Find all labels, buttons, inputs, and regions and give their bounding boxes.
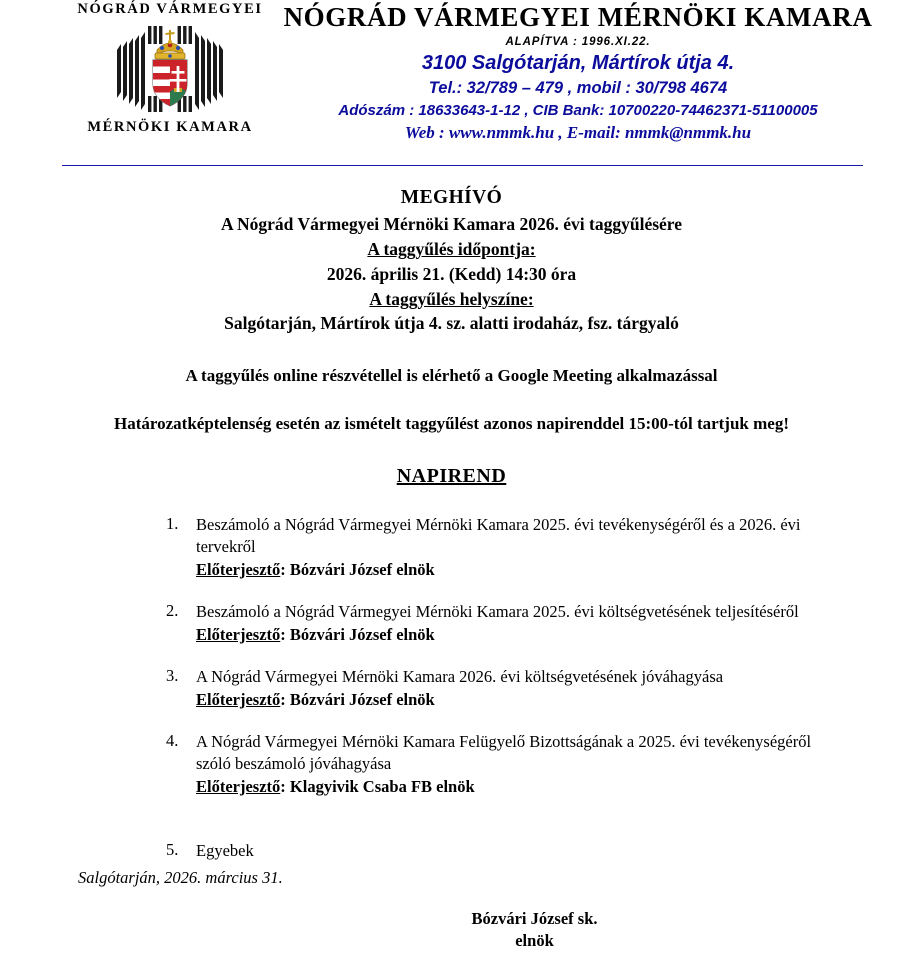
organization-details <box>278 0 878 143</box>
chamber-logo <box>62 2 278 136</box>
signatory-name: Bózvári József sk. <box>471 909 598 928</box>
presenter-name: : Bózvári József elnök <box>280 560 435 580</box>
document-body <box>0 186 903 882</box>
organization-phone: Tel.: 32/789 – 479 , mobil : 30/798 4674 <box>428 78 728 97</box>
agenda-item <box>0 601 903 646</box>
agenda-item-presenter <box>196 689 848 711</box>
quorum-note: Határozatképtelenség esetén az ismételt taggyűlést azonos napirenddel 15:00-tól tartjuk meg! <box>113 414 789 434</box>
place-and-date: Salgótarján, 2026. március 31. <box>78 868 283 887</box>
document-header <box>0 0 903 160</box>
meeting-place-value: Salgótarján, Mártírok útja 4. sz. alatti irodaház, fsz. tárgyaló <box>224 313 679 334</box>
agenda-item-number: 3. <box>166 666 179 685</box>
meeting-time-value: 2026. április 21. (Kedd) 14:30 óra <box>326 263 577 284</box>
logo-caption-bottom: MÉRNÖKI KAMARA <box>87 118 253 135</box>
presenter-name: : Bózvári József elnök <box>280 689 435 709</box>
meeting-time-label: A taggyűlés időpontja: <box>367 239 536 260</box>
agenda-item-text: Egyebek <box>196 840 254 860</box>
hungarian-coat-of-arms-icon <box>62 20 278 118</box>
logo-caption-top: NÓGRÁD VÁRMEGYEI <box>77 1 263 17</box>
presenter-name: : Bózvári József elnök <box>280 625 435 645</box>
agenda-item <box>0 731 903 798</box>
agenda-item-presenter <box>196 559 848 581</box>
agenda-item-text: Beszámoló a Nógrád Vármegyei Mérnöki Kamara 2025. évi tevékenységéről és a 2026. évi tervekről <box>196 515 801 557</box>
presenter-label: Előterjesztő <box>196 560 281 580</box>
organization-address: 3100 Salgótarján, Mártírok útja 4. <box>421 51 735 74</box>
invitation-title: MEGHÍVÓ <box>400 187 503 208</box>
agenda-item-presenter <box>196 776 848 798</box>
meeting-place-label: A taggyűlés helyszíne: <box>369 288 534 309</box>
agenda-item-text: A Nógrád Vármegyei Mérnöki Kamara 2026. évi költségvetésének jóváhagyása <box>196 667 724 686</box>
signature-block <box>0 908 903 953</box>
tax-and-bank-info: Adószám : 18633643-1-12 , CIB Bank: 10700220-74462371-51100005 <box>338 101 818 119</box>
presenter-label: Előterjesztő <box>196 689 281 709</box>
signatory-role: elnök <box>515 931 554 951</box>
agenda-item-text: Beszámoló a Nógrád Vármegyei Mérnöki Kamara 2025. évi költségvetésének teljesítéséről <box>196 602 799 622</box>
organization-title: NÓGRÁD VÁRMEGYEI MÉRNÖKI KAMARA <box>283 2 873 32</box>
agenda-item <box>0 514 903 581</box>
agenda-item-number: 2. <box>166 601 179 621</box>
founded-date: ALAPÍTVA : 1996.XI.22. <box>505 35 651 48</box>
presenter-name: : Klagyivik Csaba FB elnök <box>280 776 475 796</box>
agenda-item-number: 4. <box>166 730 179 750</box>
agenda-heading: NAPIREND <box>396 465 507 488</box>
presenter-label: Előterjesztő <box>196 625 281 645</box>
presenter-label: Előterjesztő <box>196 776 281 796</box>
invitation-subtitle: A Nógrád Vármegyei Mérnöki Kamara 2026. évi taggyűlésére <box>220 214 683 235</box>
agenda-item <box>0 666 903 711</box>
web-and-email: Web : www.nmmk.hu , E-mail: nmmk@nmmk.hu <box>404 122 752 142</box>
agenda-item-presenter <box>196 624 848 646</box>
agenda-item-text: A Nógrád Vármegyei Mérnöki Kamara Felügyelő Bizottságának a 2025. évi tevékenységéről szóló beszámoló jóváhagyása <box>196 731 812 773</box>
online-participation-note: A taggyűlés online részvétellel is elérhető a Google Meeting alkalmazással <box>185 366 718 386</box>
agenda-item-number: 1. <box>166 514 179 534</box>
agenda-item-number: 5. <box>166 839 179 859</box>
header-divider <box>62 165 863 166</box>
agenda-list <box>0 514 903 861</box>
agenda-item <box>0 840 903 862</box>
